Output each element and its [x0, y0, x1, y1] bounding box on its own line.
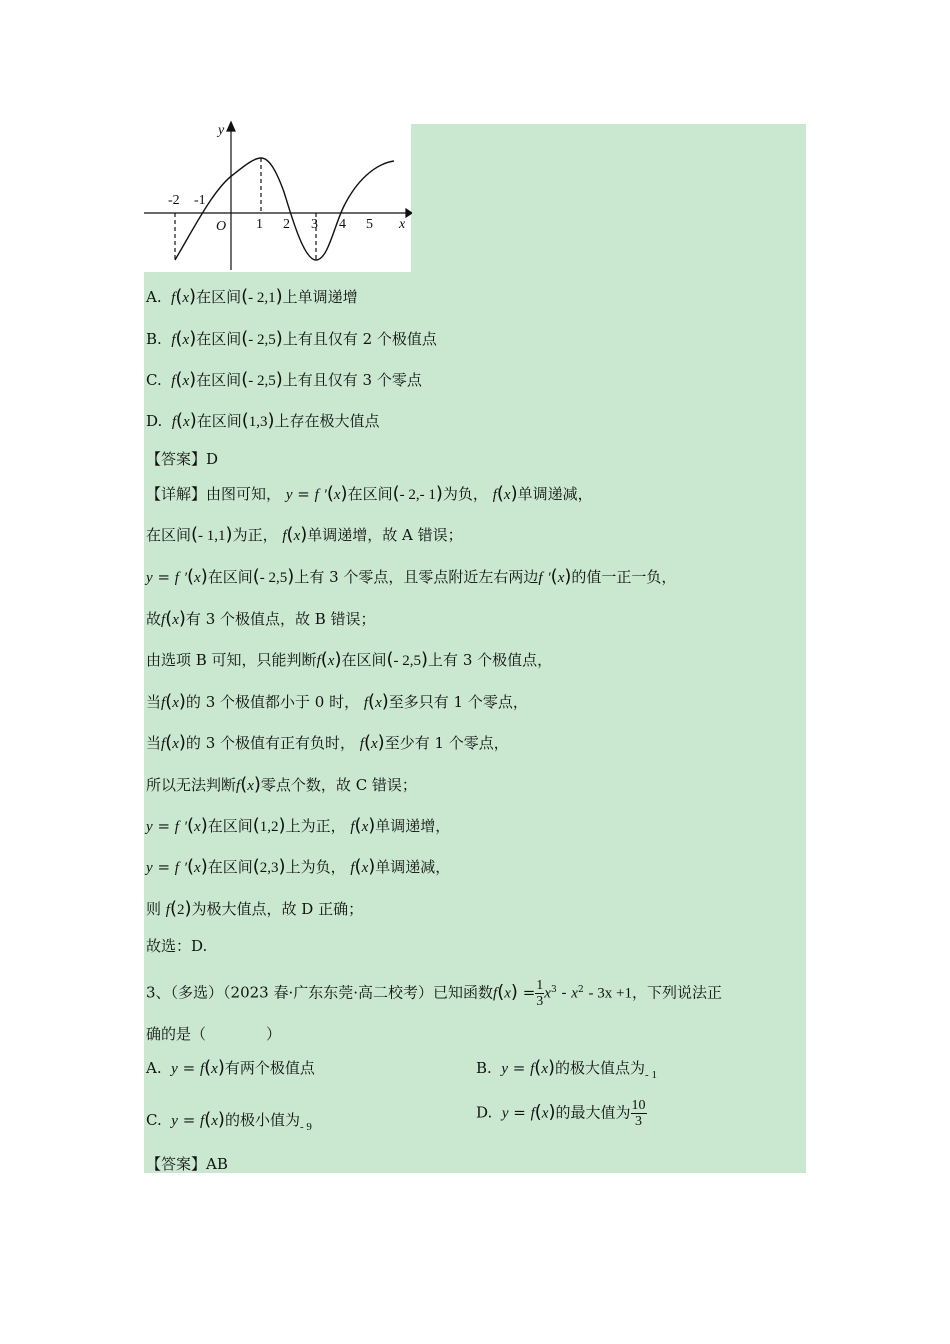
q3-d-fraction: $\frac{10}{3}$ [631, 1098, 646, 1129]
origin-label: O [216, 219, 227, 234]
option-c: C. f(x)在区间(- 2,5)上有且仅有 3 个零点 [146, 369, 422, 390]
explain-line-6: 当f(x)的 3 个极值都小于 0 时， f(x)至多只有 1 个零点， [146, 691, 528, 712]
derivative-graph [144, 118, 412, 273]
explain-line-5: 由选项 B 可知，只能判断f(x)在区间(- 2,5)上有 3 个极值点， [146, 649, 553, 670]
explain-line-3: y = f ′(x)在区间(- 2,5)上有 3 个零点，且零点附近左右两边f ′(x)的值一正一负， [146, 566, 677, 587]
q3-fraction: $\frac{1}{3}$ [536, 978, 544, 1009]
explain-line-1: 【详解】由图可知， y = f ′(x)在区间(- 2,- 1)为负， f(x)单调递减， [146, 483, 593, 504]
tick-label: -1 [194, 193, 206, 208]
curve [175, 158, 394, 260]
q3-option-d: D. y = f(x)的最大值为 $\frac{10}{3}$ [476, 1098, 646, 1129]
q3-stem-line-2: 确的是（ ） [146, 1025, 282, 1043]
explain-line-7: 当f(x)的 3 个极值有正有负时， f(x)至少有 1 个零点， [146, 732, 509, 753]
q3-option-b: B. y = f(x)的极大值点为$_{- 1}$ [476, 1057, 657, 1081]
explain-line-8: 所以无法判断f(x)零点个数，故 C 错误； [146, 774, 417, 795]
explain-line-4: 故f(x)有 3 个极值点，故 B 错误； [146, 608, 376, 629]
explain-line-12: 故选：D. [146, 937, 208, 955]
q3-stem-line-1: 3、（多选）（2023 春·广东东莞·高二校考）已知函数f(x) = $\frac{1}{3}$ $x^3 - x^2 - 3x +1$，下列说法正 [146, 978, 722, 1009]
answer-q2: 【答案】D [146, 450, 219, 468]
q3-option-a: A. y = f(x)有两个极值点 [146, 1057, 315, 1078]
explain-line-2: 在区间(- 1,1)为正， f(x)单调递增，故 A 错误； [146, 524, 463, 545]
x-axis-arrow [406, 209, 412, 217]
explain-line-10: y = f ′(x)在区间(2,3)上为负， f(x)单调递减， [146, 856, 451, 877]
answer-q3: 【答案】AB [146, 1155, 228, 1173]
axis-label-y: y [218, 123, 225, 138]
tick-label: 3 [311, 217, 318, 232]
q3-option-c: C. y = f(x)的极小值为$_{- 9}$ [146, 1109, 312, 1133]
option-a: A. f(x)在区间(- 2,1)上单调递增 [146, 286, 358, 307]
tick-label: -2 [168, 193, 180, 208]
axis-label-x: x [399, 217, 406, 232]
tick-label: 2 [283, 217, 290, 232]
tick-label: 1 [256, 217, 263, 232]
explain-line-11: 则 f(2)为极大值点，故 D 正确； [146, 898, 364, 919]
tick-label: 4 [339, 217, 346, 232]
explain-line-9: y = f ′(x)在区间(1,2)上为正， f(x)单调递增， [146, 815, 451, 836]
option-d: D. f(x)在区间(1,3)上存在极大值点 [146, 410, 380, 431]
y-axis-arrow [227, 122, 235, 131]
tick-label: 5 [366, 217, 373, 232]
option-b: B. f(x)在区间(- 2,5)上有且仅有 2 个极值点 [146, 328, 437, 349]
